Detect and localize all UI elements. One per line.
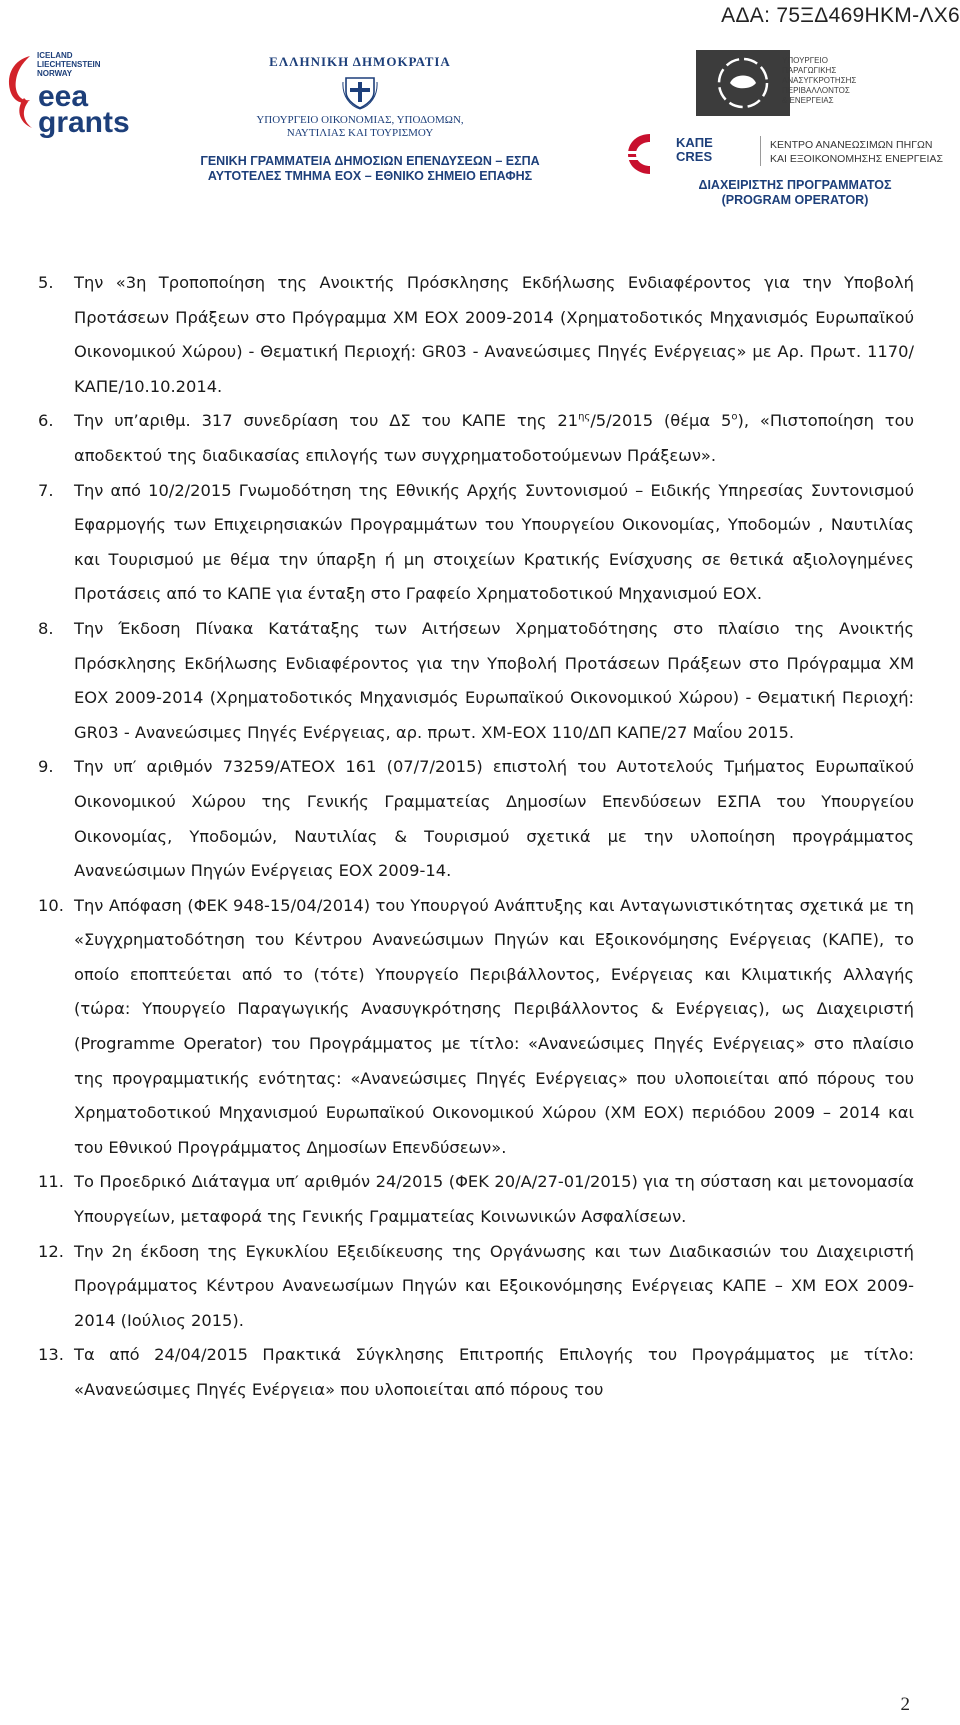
item-text: Την από 10/2/2015 Γνωμοδότηση της Εθνικής Αρχής Συντονισμού – Ειδικής Υπηρεσίας Συντονισμού Εφαρμογής των Επιχειρησιακών Προγραμμάτων του Υπουργείου Οικονομίας, Υποδομών , Ναυτιλίας και Τουρισμού με θέμα την ύπαρξη ή μη στοιχείων Κρατικής Ενίσχυσης σε θετικά αξιολογημένες Προτάσεις από το ΚΑΠΕ για ένταξη στο Γραφείο Χρηματοδοτικού Μηχανισμού ΕΟΧ. — [74, 480, 914, 604]
ordinal-suffix: ης — [578, 411, 591, 423]
general-secretariat-line: ΑΥΤΟΤΕΛΕΣ ΤΜΗΜΑ ΕΟΧ – ΕΘΝΙΚΟ ΣΗΜΕΙΟ ΕΠΑΦΗΣ — [207, 169, 533, 183]
ypeka-line: ΑΝΑΣΥΓΚΡΟΤΗΣΗΣ — [782, 76, 857, 85]
eea-country: NORWAY — [37, 69, 73, 78]
list-item — [38, 1338, 914, 1407]
kape-divider — [760, 136, 761, 166]
kape-short-line: CRES — [676, 149, 713, 164]
program-operator-line: (PROGRAM OPERATOR) — [721, 193, 869, 207]
ypeka-line: & ΕΝΕΡΓΕΙΑΣ — [782, 96, 834, 105]
ministry-line: ΝΑΥΤΙΛΙΑΣ ΚΑΙ ΤΟΥΡΙΣΜΟΥ — [286, 127, 434, 139]
eea-wordmark — [38, 80, 130, 139]
ypeka-logo — [696, 50, 790, 116]
ypeka-line: ΠΑΡΑΓΩΓΙΚΗΣ — [782, 66, 837, 75]
item-number: 8. — [38, 618, 54, 638]
kape-logo-icon — [624, 132, 676, 176]
eea-grants-logo — [4, 48, 130, 148]
ministry-name — [160, 114, 560, 140]
item-text: Την Απόφαση (ΦΕΚ 948-15/04/2014) του Υπουργού Ανάπτυξης και Ανταγωνιστικότητας σχετικά με τη «Συγχρηματοδότηση του Κέντρου Ανανεώσιμων Πηγών και Εξοικονόμησης Ενέργειας (ΚΑΠΕ), το οποίο εποπτεύεται από το (τότε) Υπουργείο Περιβάλλοντος, Ενέργειας και Κλιματικής Αλλαγής (τώρα: Υπουργείο Παραγωγικής Ανασυγκρότησης Περιβάλλοντος & Ενέργειας), ως Διαχειριστή (Programme Operator) του Προγράμματος με τίτλο: «Ανανεώσιμες Πηγές Ενέργειας» στο πλαίσιο της προγραμματικής ενότητας: «Ανανεώσιμες Πηγές Ενέργειας» που υλοποιείται από πόρους του Χρηματοδοτικού Μηχανισμού Ευρωπαϊκού Οικονομικού Χώρου (ΧΜ ΕΟΧ) περιόδου 2009 – 2014 και του Εθνικού Προγράμματος Δημοσίων Επενδύσεων». — [74, 895, 914, 1157]
item-text-part: /5/2015 (θέμα 5 — [590, 411, 732, 431]
ordinal-suffix: ο — [731, 411, 738, 423]
kape-short-line: ΚΑΠΕ — [676, 135, 713, 150]
eea-countries — [37, 51, 101, 78]
list-item — [38, 266, 914, 404]
item-text: Τα από 24/04/2015 Πρακτικά Σύγκλησης Επιτροπής Επιλογής του Προγράμματος με τίτλο: «Ανανεώσιμες Πηγές Ενέργεια» που υλοποιείται από πόρους του — [74, 1345, 914, 1399]
eea-swirl-icon — [4, 52, 38, 132]
program-operator — [670, 178, 920, 208]
item-number: 7. — [38, 480, 54, 500]
ypeka-line: ΥΠΟΥΡΓΕΙΟ — [782, 56, 828, 65]
list-item — [38, 404, 914, 473]
eea-word-top: eea — [38, 80, 89, 113]
eea-country: LIECHTENSTEIN — [37, 60, 101, 69]
item-number: 5. — [38, 273, 54, 292]
page-number: 2 — [900, 1694, 910, 1715]
list-item — [38, 889, 914, 1166]
item-text: Την Έκδοση Πίνακα Κατάταξης των Αιτήσεων Χρηματοδότησης στο πλαίσιο της Ανοικτής Πρόσκλησης Εκδήλωσης Ενδιαφέροντος για την Υποβολή Προτάσεων Πράξεων στο Πρόγραμμα ΧΜ ΕΟΧ 2009-2014 (Χρηματοδοτικός Μηχανισμός Ευρωπαϊκού Οικονομικού Χώρου) - Θεματική Περιοχή: GR03 - Ανανεώσιμες Πηγές Ενέργειας, αρ. πρωτ. ΧΜ-ΕΟΧ 110/ΔΠ ΚΑΠΕ/27 Μαΐου 2015. — [74, 618, 914, 742]
eea-country: ICELAND — [37, 51, 73, 60]
item-text: Την «3η Τροποποίηση της Ανοικτής Πρόσκλησης Εκδήλωσης Ενδιαφέροντος για την Υποβολή Προτάσεων Πράξεων στο Πρόγραμμα ΧΜ ΕΟΧ 2009-2014 (Χρηματοδοτικός Μηχανισμός Ευρωπαϊκού Οικονομικού Χώρου) - Θεματική Περιοχή: GR03 - Ανανεώσιμες Πηγές Ενέργειας» με Αρ. Πρωτ. 1170/ΚΑΠΕ/10.10.2014. — [74, 273, 914, 396]
list-item — [38, 612, 914, 750]
program-operator-line: ΔΙΑΧΕΙΡΙΣΤΗΣ ΠΡΟΓΡΑΜΜΑΤΟΣ — [698, 178, 892, 192]
kape-full-line: ΚΕΝΤΡΟ ΑΝΑΝΕΩΣΙΜΩΝ ΠΗΓΩΝ — [770, 139, 933, 151]
general-secretariat — [160, 154, 580, 184]
item-number: 9. — [38, 757, 54, 777]
item-number: 11. — [38, 1172, 64, 1192]
item-text-part: Την υπ’αριθμ. 317 συνεδρίαση του ΔΣ του ΚΑΠΕ της 21 — [74, 411, 579, 431]
kape-full-name — [770, 138, 943, 166]
list-item — [38, 474, 914, 612]
item-number: 13. — [38, 1345, 64, 1365]
item-text: Την υπ′ αριθμόν 73259/ΑΤΕΟΧ 161 (07/7/2015) επιστολή του Αυτοτελούς Τμήματος Ευρωπαϊκού Οικονομικού Χώρου της Γενικής Γραμματείας Δημοσίων Επενδύσεων ΕΣΠΑ του Υπουργείου Οικονομίας, Υποδομών, Ναυτιλίας & Τουρισμού σχετικά με την υλοποίηση προγράμματος Ανανεώσιμων Πηγών Ενέργειας ΕΟΧ 2009-14. — [74, 757, 914, 881]
ypeka-line: ΠΕΡΙΒΑΛΛΟΝΤΟΣ — [782, 86, 850, 95]
list-item — [38, 1235, 914, 1339]
considerations-list — [38, 266, 914, 1408]
item-text: Την 2η έκδοση της Εγκυκλίου Εξειδίκευσης της Οργάνωσης και των Διαδικασιών του Διαχειριστή Προγράμματος Κέντρου Ανανεωσίμων Πηγών και Εξοικονόμησης Ενέργειας ΚΑΠΕ – ΧΜ ΕΟΧ 2009-2014 (Ιούλιος 2015). — [74, 1241, 914, 1330]
eea-word-bottom: grants — [38, 106, 130, 139]
item-number: 12. — [38, 1241, 64, 1261]
greek-emblem-icon — [342, 72, 378, 110]
item-number: 6. — [38, 411, 54, 431]
general-secretariat-line: ΓΕΝΙΚΗ ΓΡΑΜΜΑΤΕΙΑ ΔΗΜΟΣΙΩΝ ΕΠΕΝΔΥΣΕΩΝ – ΕΣΠΑ — [200, 154, 540, 168]
hellenic-republic-title: ΕΛΛΗΝΙΚΗ ΔΗΜΟΚΡΑΤΙΑ — [269, 54, 451, 69]
kape-short-name — [676, 136, 713, 164]
list-item — [38, 1165, 914, 1234]
item-number: 10. — [38, 895, 64, 915]
item-text — [74, 404, 914, 473]
ypeka-name — [782, 56, 856, 106]
list-item — [38, 750, 914, 888]
ministry-line: ΥΠΟΥΡΓΕΙΟ ΟΙΚΟΝΟΜΙΑΣ, ΥΠΟΔΟΜΩΝ, — [256, 114, 464, 126]
item-text-part: ), «Πιστοποίηση του αποδεκτού της διαδικασίας επιλογής των συγχρηματοδοτούμενων Πράξεων». — [74, 411, 914, 465]
item-text: Το Προεδρικό Διάταγμα υπ′ αριθμόν 24/2015 (ΦΕΚ 20/Α/27-01/2015) για τη σύσταση και μετονομασία Υπουργείων, μεταφορά της Γενικής Γραμματείας Κοινωνικών Ασφαλίσεων. — [74, 1172, 914, 1227]
ypeka-circle-icon — [708, 53, 778, 113]
ada-code: ΑΔΑ: 75ΞΔ469ΗΚΜ-ΛΧ6 — [721, 4, 960, 27]
hellenic-republic-header — [160, 48, 580, 183]
kape-full-line: ΚΑΙ ΕΞΟΙΚΟΝΟΜΗΣΗΣ ΕΝΕΡΓΕΙΑΣ — [770, 153, 943, 165]
